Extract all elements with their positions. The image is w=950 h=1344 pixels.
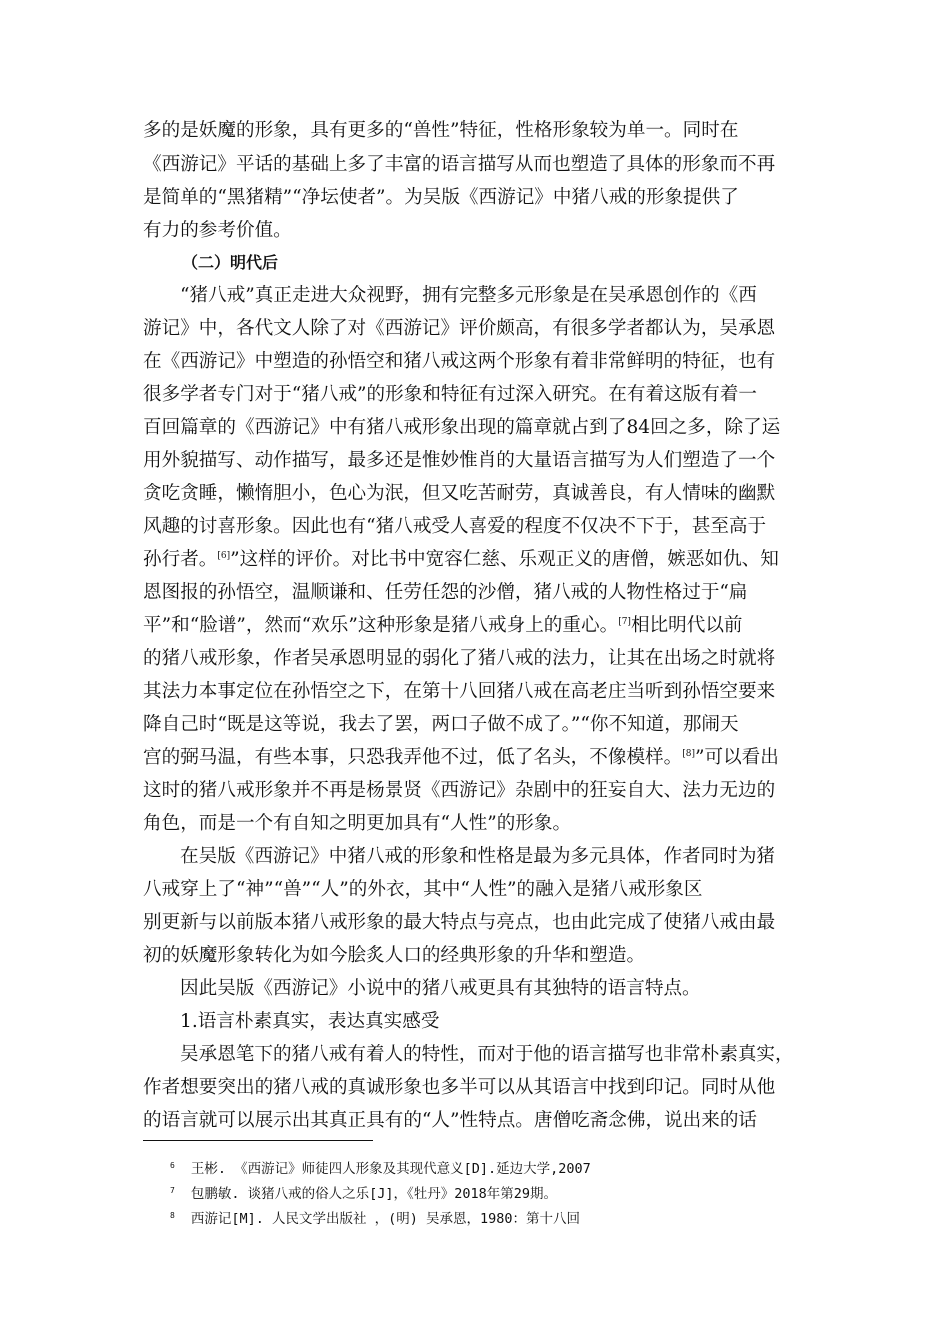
- body-line: 游记》中，各代文人除了对《西游记》评价颇高，有很多学者都认为，吴承恩: [143, 318, 776, 339]
- footnote-6: [170, 1160, 591, 1178]
- body-line: 是简单的“黑猪精”“净坛使者”。为吴版《西游记》中猪八戒的形象提供了: [143, 187, 739, 208]
- body-line: 《西游记》平话的基础上多了丰富的语言描写从而也塑造了具体的形象而不再: [143, 154, 776, 175]
- footnote-divider: [143, 1140, 373, 1141]
- body-line: 其法力本事定位在孙悟空之下，在第十八回猪八戒在高老庄当听到孙悟空要来: [143, 681, 776, 702]
- body-line: [143, 745, 803, 771]
- body-line: 初的妖魔形象转化为如今脍炙人口的经典形象的升华和塑造。: [143, 945, 646, 966]
- body-line: 恩图报的孙悟空，温顺谦和、任劳任怨的沙僧，猪八戒的人物性格过于“扁: [143, 582, 748, 603]
- citation-ref-6[interactable]: [6]: [217, 550, 231, 561]
- body-line: 风趣的讨喜形象。因此也有“猪八戒受人喜爱的程度不仅决不下于，甚至高于: [143, 516, 767, 537]
- footnote-mark: 6: [170, 1160, 175, 1170]
- body-line: 角色，而是一个有自知之明更加具有“人性”的形象。: [143, 813, 572, 834]
- body-line: 别更新与以前版本猪八戒形象的最大特点与亮点，也由此完成了使猪八戒由最: [143, 912, 776, 933]
- text-run: 孙行者。: [143, 549, 218, 570]
- body-line: 有力的参考价值。: [143, 220, 292, 241]
- body-line: “猪八戒”真正走进大众视野，拥有完整多元形象是在吴承恩创作的《西: [180, 285, 757, 306]
- citation-ref-7[interactable]: [7]: [618, 616, 631, 627]
- body-line: 很多学者专门对于“猪八戒”的形象和特征有过深入研究。在有着这版有着一: [143, 384, 758, 405]
- body-line: 因此吴版《西游记》小说中的猪八戒更具有其独特的语言特点。: [180, 978, 701, 999]
- body-line: 在《西游记》中塑造的孙悟空和猪八戒这两个形象有着非常鲜明的特征，也有: [143, 351, 776, 372]
- body-line: 的语言就可以展示出其真正具有的“人”性特点。唐僧吃斋念佛，说出来的话: [143, 1110, 758, 1131]
- body-line: 用外貌描写、动作描写，最多还是惟妙惟肖的大量语言描写为人们塑造了一个: [143, 450, 776, 471]
- footnote-text: 王彬. 《西游记》师徒四人形象及其现代意义[D].延边大学,2007: [190, 1161, 591, 1177]
- footnote-text: 包鹏敏. 谈猪八戒的俗人之乐[J]，《牡丹》2018年第29期。: [190, 1186, 557, 1202]
- text-run: 宫的弼马温，有些本事，只恐我弄他不过，低了名头，不像模样。: [143, 747, 683, 768]
- body-line: [143, 613, 803, 639]
- body-line: 这时的猪八戒形象并不再是杨景贤《西游记》杂剧中的狂妄自大、法力无边的: [143, 780, 776, 801]
- citation-ref-8[interactable]: [8]: [682, 748, 695, 759]
- section-heading: （二）明代后: [182, 253, 279, 272]
- text-run: 平”和“脸谱”，然而“欢乐”这种形象是猪八戒身上的重心。: [143, 615, 619, 636]
- body-line: [143, 547, 803, 573]
- text-run: ”这样的评价。对比书中宽容仁慈、乐观正义的唐僧，嫉恶如仇、知: [230, 549, 779, 570]
- text-run: ”可以看出: [694, 747, 779, 768]
- text-run: 相比明代以前: [630, 615, 743, 636]
- footnote-mark: 7: [170, 1185, 175, 1195]
- body-line: 吴承恩笔下的猪八戒有着人的特性，而对于他的语言描写也非常朴素真实，: [180, 1044, 794, 1065]
- footnote-7: [170, 1185, 557, 1203]
- body-line: 在吴版《西游记》中猪八戒的形象和性格是最为多元具体，作者同时为猪: [180, 846, 776, 867]
- footnote-mark: 8: [170, 1210, 175, 1220]
- body-line: 作者想要突出的猪八戒的真诚形象也多半可以从其语言中找到印记。同时从他: [143, 1077, 776, 1098]
- body-line: 的猪八戒形象，作者吴承恩明显的弱化了猪八戒的法力，让其在出场之时就将: [143, 648, 776, 669]
- subheading: 1.语言朴素真实，表达真实感受: [180, 1011, 440, 1032]
- footnote-8: [170, 1210, 580, 1228]
- body-line: 贪吃贪睡，懒惰胆小，色心为泯，但又吃苦耐劳，真诚善良，有人情味的幽默: [143, 483, 776, 504]
- body-line: 降自己时“既是这等说，我去了罢，两口子做不成了。”“你不知道，那闹天: [143, 714, 739, 735]
- body-line: 多的是妖魔的形象，具有更多的“兽性”特征，性格形象较为单一。同时在: [143, 120, 739, 141]
- body-line: 百回篇章的《西游记》中有猪八戒形象出现的篇章就占到了84回之多，除了运: [143, 417, 781, 438]
- footnote-text: 西游记[M]. 人民文学出版社 ，(明) 吴承恩，1980：第十八回: [190, 1211, 580, 1227]
- body-line: 八戒穿上了“神”“兽”“人”的外衣，其中“人性”的融入是猪八戒形象区: [143, 879, 703, 900]
